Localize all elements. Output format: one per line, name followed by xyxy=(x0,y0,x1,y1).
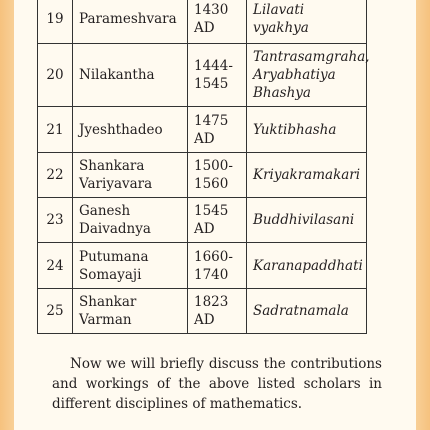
row-number: 19 xyxy=(38,0,73,44)
work-title: Karanapaddhati xyxy=(247,243,367,289)
work-title: Lilavati vyakhya xyxy=(247,0,367,44)
row-number: 20 xyxy=(38,44,73,107)
work-title: Yuktibhasha xyxy=(247,107,367,153)
table-row xyxy=(38,243,367,289)
period-cell: 1475 AD xyxy=(188,107,247,153)
body-paragraph: Now we will briefly discuss the contributions and workings of the above listed scholars in different disciplines of mathematics. xyxy=(52,355,382,412)
work-title: Buddhivilasani xyxy=(247,198,367,243)
table-row xyxy=(38,198,367,243)
row-number: 21 xyxy=(38,107,73,153)
table-row xyxy=(38,0,367,44)
page-margin-left xyxy=(0,0,14,430)
period-cell: 1444- 1545 xyxy=(188,44,247,107)
row-number: 23 xyxy=(38,198,73,243)
page-margin-right xyxy=(416,0,430,430)
row-number: 24 xyxy=(38,243,73,289)
table-row xyxy=(38,289,367,334)
row-number: 22 xyxy=(38,153,73,198)
work-title: Sadratnamala xyxy=(247,289,367,334)
scholar-name: Jyeshthadeo xyxy=(73,107,188,153)
scholar-name: Nilakantha xyxy=(73,44,188,107)
period-cell: 1500- 1560 xyxy=(188,153,247,198)
period-cell: 1430 AD xyxy=(188,0,247,44)
table-row xyxy=(38,153,367,198)
work-title: Kriyakramakari xyxy=(247,153,367,198)
row-number: 25 xyxy=(38,289,73,334)
scholars-table xyxy=(37,0,370,334)
period-cell: 1660- 1740 xyxy=(188,243,247,289)
period-cell: 1545 AD xyxy=(188,198,247,243)
period-cell: 1823 AD xyxy=(188,289,247,334)
scholar-name: Ganesh Daivadnya xyxy=(73,198,188,243)
table-row xyxy=(38,44,367,107)
scholar-name: Shankara Variyavara xyxy=(73,153,188,198)
scholar-name: Putumana Somayaji xyxy=(73,243,188,289)
scholar-name: Parameshvara xyxy=(73,0,188,44)
work-title: Tantrasamgraha, Aryabhatiya Bhashya xyxy=(247,44,367,107)
scholar-name: Shankar Varman xyxy=(73,289,188,334)
table-row xyxy=(38,107,367,153)
